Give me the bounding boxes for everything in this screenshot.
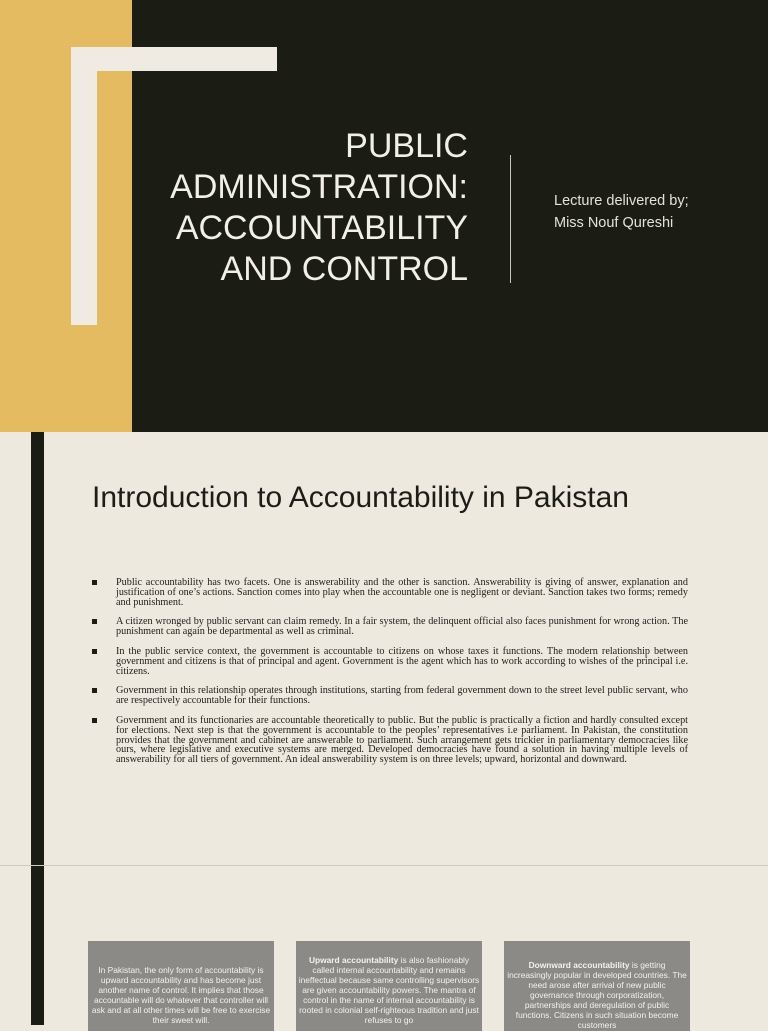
title-line: ADMINISTRATION: [170,168,468,206]
bullet-square-icon [92,688,97,693]
bullet-item [92,578,688,607]
title-line: ACCOUNTABILITY [175,209,468,247]
introduction-slide [0,432,768,865]
bullet-square-icon [92,580,97,585]
bullet-item [92,716,688,765]
bullet-text: Government and its functionaries are accountable theoretically to public. But the public is practically a fiction and hardly consulted except for elections. Next step is that the government is accountable to the peoples’ representatives i.e parliament. In Pakistan, the constitution provides that the government and cabinet are answerable to parliament. Such arrangement gets trickier in parliamentary democracies like ours, where legislative and executive systems are merged. Developed democracies have found a solution in having multiple levels of answerability for all tiers of government. An ideal answerability system is on three levels; upward, horizontal and downward. [116,714,688,766]
lecturer-name: Miss Nouf Qureshi [554,215,674,231]
vertical-divider [510,155,511,283]
lecture-line: Lecture delivered by; [554,193,689,209]
info-card-upward [296,941,482,1031]
info-card-downward [504,941,690,1031]
frame-accent-left [71,47,97,325]
bullet-text: In the public service context, the government is accountable to citizens on whose taxes it functions. The modern relationship between government and citizens is that of principal and agent. Government is the agent which has to work according to wishes of the principal i.e. citizens. [116,645,688,677]
slide-title [150,126,468,290]
bullet-list [92,578,688,775]
left-accent-bar [31,866,44,1025]
bullet-text: Government in this relationship operates through institutions, starting from federal government down to the street level public servant, who are respectively accountable for their functions. [116,685,688,707]
card-text [298,955,480,1025]
title-slide [0,0,768,432]
card-text [506,960,688,1030]
title-line: AND CONTROL [220,250,468,288]
left-accent-bar [31,432,44,865]
card-text [90,965,272,1025]
bullet-square-icon [92,718,97,723]
slide-heading: Introduction to Accountability in Pakistan [92,481,629,514]
bullet-text: Public accountability has two facets. One is answerability and the other is sanction. Answerability is giving of answer, explanation and justification of one’s actions. Sanction comes into play when the accountable one is negligent or deviant. Sanction takes two forms; remedy and punishment. [116,577,688,608]
card-body: is also fashionably called internal accountability and remains ineffectual because same controlling supervisors are given accountability powers. The mantra of control in the name of internal accountability is rooted in colonial self-righteous tradition and just refuses to go [298,955,480,1025]
accountability-types-slide [0,865,768,1030]
bullet-square-icon [92,649,97,654]
lecturer-info [554,190,689,234]
card-body: In Pakistan, the only form of accountability is upward accountability and has become just another name of control. It implies that those accountable will do whatever that controller will ask and at all other times will be free to exercise their sweet will. [91,965,271,1025]
title-line: PUBLIC [345,127,468,165]
frame-accent-top [71,47,277,71]
bullet-item [92,617,688,637]
card-body: is getting increasingly popular in developed countries. The need arose after arrival of new public governance through corporatization, partnerships and deregulation of public functions. Citizens in such situation become customers [507,960,687,1030]
info-card-pakistan [88,941,274,1031]
bullet-text: A citizen wronged by public servant can claim remedy. In a fair system, the delinquent official also faces punishment for wrong action. The punishment can again be departmental as well as criminal. [116,616,688,638]
bullet-item [92,647,688,676]
card-bold: Upward accountability [308,955,399,965]
bullet-item [92,686,688,706]
card-bold: Downward accountability [528,960,630,970]
bullet-square-icon [92,619,97,624]
